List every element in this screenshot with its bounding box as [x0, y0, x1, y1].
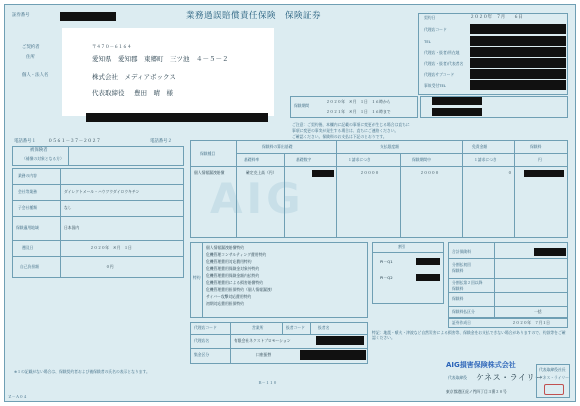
pay-method-value: 一括: [534, 309, 542, 314]
page-number: Ｂ－１１０: [258, 380, 277, 385]
item-row5-value: ２０２０年 ８月 １日: [90, 245, 132, 250]
discount-label: 割引: [398, 244, 406, 249]
coverage-table: [190, 140, 568, 238]
item-row2: 会社等業務: [18, 189, 37, 194]
contract-date: ２０２０年 ７月 ６日: [470, 15, 523, 20]
redacted-agent-addr: [470, 47, 566, 57]
h-calc-sub-2: 基礎数字: [296, 157, 312, 162]
footer-notice: 特記：地震・噴火・津波など自然災害による損害等、保険金をお支払できない場合がありますので、約款等をご確認ください。: [372, 330, 566, 340]
item-row2-value: ダイレクトメール・ハウツウダイロウキチン: [64, 189, 140, 194]
count-label: 保険料: [452, 296, 464, 301]
agent-code-label: 代理店コード: [424, 27, 447, 32]
clause-7: 危機管理費用担保特約（個人情報漏洩）: [206, 287, 275, 292]
install-label-1: 分割払初回: [452, 262, 471, 267]
clauses-label: 特約: [193, 275, 201, 280]
period-note-3: ご確認ください。保険料のお支払は下記のとおりです。: [292, 134, 387, 139]
h-limit: 支払限度額: [380, 144, 399, 149]
issue-label: 証券作成日: [452, 320, 471, 325]
h-premium-sub-1: １請求につき: [474, 157, 497, 162]
redacted-sub-agent: [470, 69, 566, 79]
company-name: 株式会社 メディアボックス: [92, 73, 176, 81]
item-row3: 子会社種類: [18, 205, 37, 210]
tel1-value: ０５６１－３７－２０２７: [48, 139, 101, 144]
h-limit-sub-1: １請求につき: [348, 157, 371, 162]
period-label: 保険期間: [294, 103, 310, 108]
clause-4: 危機管理費用保険金対象外特約: [206, 266, 260, 271]
period-from: ２０２０年 ８月 １日 １６時から: [326, 99, 391, 104]
redacted-agency-2: [316, 336, 364, 345]
redacted-dept-2: [432, 108, 482, 116]
tel1-label: 電話番号１: [14, 139, 36, 144]
agency-h2: 営業所: [252, 325, 264, 330]
discount-col1: PI－Q1: [380, 259, 393, 264]
stamp-box-line1: 代表取締役社長: [539, 367, 566, 372]
item-row5: 遡及日: [22, 245, 34, 250]
clause-8: サイバー攻撃対応費用特約: [206, 294, 252, 299]
row-limit-2: ２００００: [420, 170, 439, 175]
h-premium: 保険料: [530, 144, 542, 149]
agency-r3c2: 口座振替: [256, 352, 272, 357]
clause-6: 危機管理費用による損害賠償特約: [206, 280, 263, 285]
issue-date: ２０２０年 ７月１日: [512, 320, 550, 325]
period-note-1: ご注意：ご契約後、本欄内に記載の事項に変更が生じる場合は直ちに: [292, 122, 410, 127]
redacted-tel: [470, 36, 566, 46]
install-label-4: 保険料: [452, 286, 464, 291]
redacted-agency: [300, 350, 366, 360]
agency-r2c2: 有限会社ネクストプロモーション: [234, 338, 291, 343]
policyholder-address: 愛知県 愛知郡 東郷町 三ツ池 ４－５－２: [92, 55, 229, 63]
clause-3: 危機管理費用対応費用特約: [206, 259, 252, 264]
policyholder-area: [62, 28, 274, 116]
redacted-premium: [524, 170, 564, 177]
page-title: 業務過誤賠償責任保険 保険証券: [186, 11, 322, 21]
row-limit-1: ２００００: [360, 170, 379, 175]
redacted-cert-no: [60, 12, 116, 21]
policyholder-label: ご契約者: [22, 45, 40, 50]
agency-r2c1: 代理店名: [194, 338, 210, 343]
redacted-policyholder-extra: [86, 113, 268, 122]
install-label-3: 分割払第２回以降: [452, 280, 483, 285]
h-calc: 保険料の算出基礎: [262, 144, 293, 149]
item-row4: 保険適用地域: [16, 225, 39, 230]
item-row6-value: ０円: [106, 264, 114, 269]
row-kind: 個人情報漏洩賠償: [194, 170, 225, 175]
clause-5: 危機管理費用保険金額内払特約: [206, 273, 260, 278]
redacted-discount-1: [416, 258, 440, 265]
period-to: ２０２１年 ８月 １日 １６時まで: [326, 109, 391, 114]
agent-name-label: 代理店・扱者/代表者名: [424, 61, 464, 66]
h-limit-sub-2: 保険期間中: [412, 157, 431, 162]
agency-h4: 扱者名: [318, 325, 330, 330]
form-number: Ｚ－Ａ０４: [8, 394, 27, 399]
clause-9: 初期対応費用担保特約: [206, 301, 244, 306]
seal-stamp: [544, 384, 564, 395]
redacted-total: [534, 248, 566, 256]
company-address: 東京都港区虎ノ門四丁目３番２０号: [446, 389, 507, 394]
clause-2: 危機管理コンサルティング費用特約: [206, 252, 267, 257]
row-deduct: ０: [508, 170, 512, 175]
agency-r3c1: 集金区分: [194, 352, 210, 357]
insured-sublabel: （補償の対象となる方）: [22, 156, 64, 161]
contract-date-label: 契約日: [424, 15, 436, 20]
redacted-basis: [312, 170, 334, 177]
agency-h1: 代理店コード: [194, 325, 217, 330]
handler-label: 事故受付TEL: [424, 83, 447, 88]
h-premium-sub-2: 円: [538, 157, 542, 162]
address-label: 住所: [26, 55, 35, 60]
item-row4-value: 日本国内: [64, 225, 80, 230]
period-note-2: 事項に変更の事実が発生する場合は、直ちにご連絡ください。: [292, 128, 399, 133]
item-row6: 自己負担額: [20, 264, 39, 269]
tel2-label: 電話番号２: [150, 139, 172, 144]
h-kind: 保険種目: [200, 151, 216, 156]
redacted-agent-code: [470, 24, 566, 34]
agent-addr-label: 代理店・扱者/所在地: [424, 50, 460, 55]
footer-note: ※１の記載がない場合は、保険契約者および被保険者の氏名の表示となります。: [14, 369, 150, 374]
insured-label: 被保険者: [30, 148, 48, 153]
item-row3-value: なし: [64, 205, 72, 210]
rep-name: 豊田 晴 様: [134, 89, 173, 97]
signer-name: ケネス・ライリー: [476, 373, 544, 382]
stamp-box-line2: ケネス・ライリー: [539, 375, 570, 380]
cert-no-label: 証券番号: [12, 13, 30, 18]
person-label: 個人・法人名: [22, 73, 49, 78]
h-calc-sub-1: 基礎料率: [244, 157, 260, 162]
h-deduct: 免責金額: [472, 144, 488, 149]
agency-h3: 扱者コード: [286, 325, 305, 330]
watermark: AIG: [210, 174, 305, 223]
sub-agent-label: 代理店サブコード: [424, 72, 455, 77]
row-calc: 確定売上高（円）: [246, 170, 277, 175]
stamp1-text: 代表取締役: [448, 375, 467, 380]
pay-method-label: 保険料払区分: [452, 309, 475, 314]
clause-1: 個人情報漏洩賠償特約: [206, 245, 244, 250]
company-logo: AIG損害保険株式会社: [446, 361, 516, 369]
install-label-2: 保険料: [452, 268, 464, 273]
rep-title: 代表取締役: [92, 89, 125, 97]
postal-code: 〒４７０－６１６４: [92, 45, 132, 50]
redacted-handler: [470, 80, 566, 90]
redacted-dept-1: [432, 97, 482, 105]
redacted-discount-2: [416, 274, 440, 281]
discount-col2: PI－Q2: [380, 275, 393, 280]
tel-label: TEL: [424, 39, 431, 44]
item-row1: 業務の内容: [18, 173, 37, 178]
total-premium-label: 合計保険料: [452, 249, 471, 254]
redacted-agent-name: [470, 58, 566, 68]
